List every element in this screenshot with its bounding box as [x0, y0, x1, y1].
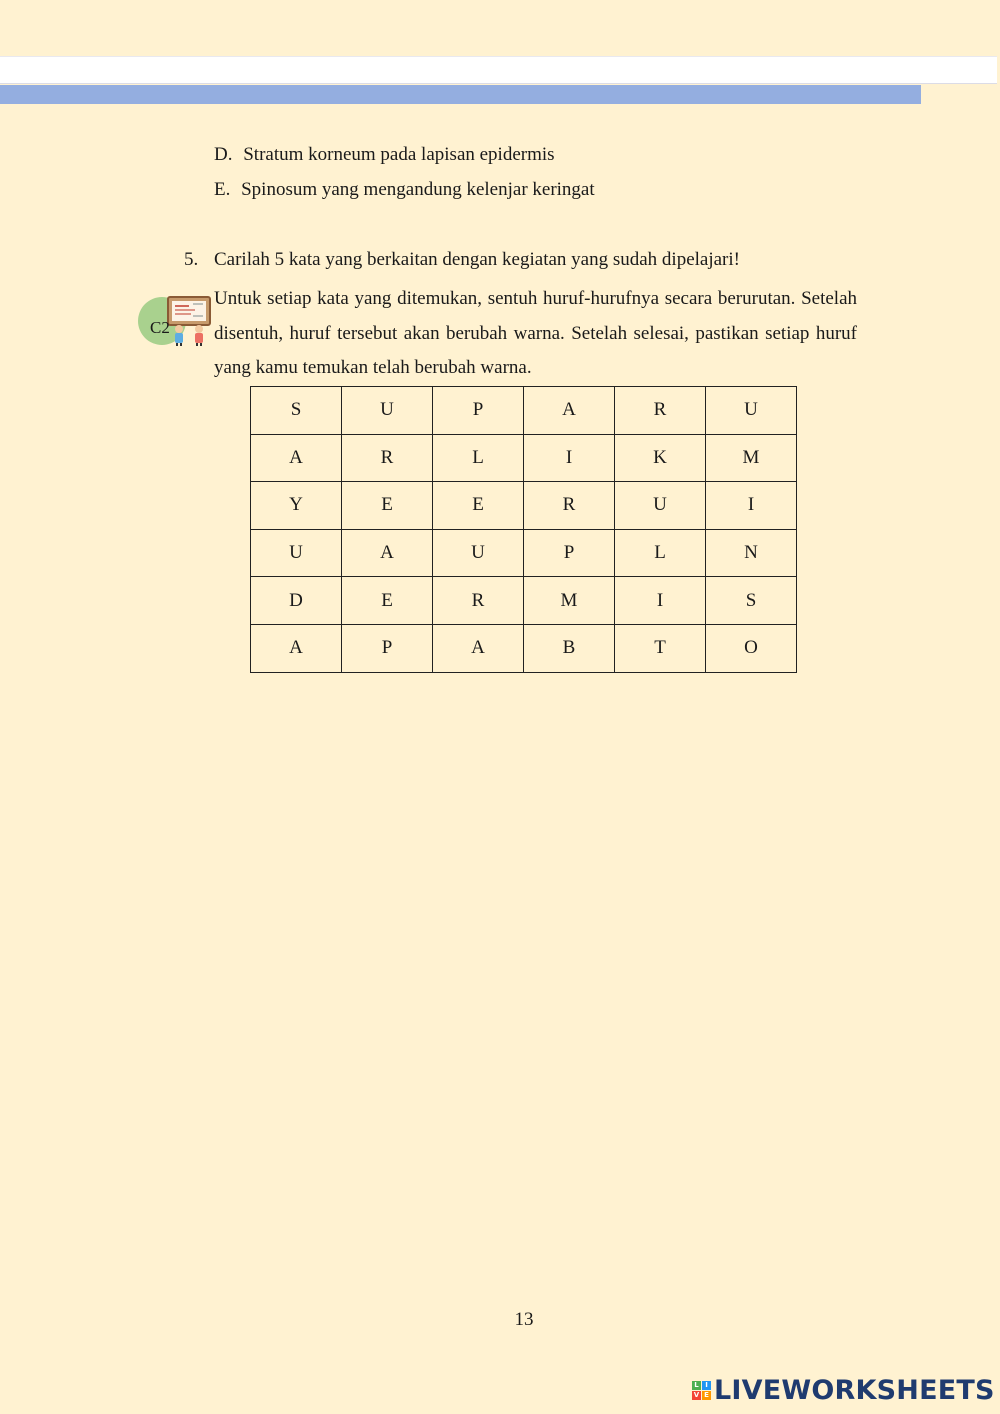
- grid-cell[interactable]: S: [251, 387, 342, 435]
- grid-cell[interactable]: U: [342, 387, 433, 435]
- logo-square: I: [702, 1381, 711, 1390]
- page-number: 13: [514, 1309, 534, 1330]
- grid-row: [251, 624, 797, 672]
- grid-cell[interactable]: I: [615, 577, 706, 625]
- header-blue-band: [0, 85, 921, 104]
- classroom-board-icon: [165, 295, 213, 347]
- grid-cell[interactable]: P: [342, 624, 433, 672]
- logo-square: L: [692, 1381, 701, 1390]
- grid-cell[interactable]: A: [342, 529, 433, 577]
- header-white-band: [0, 56, 997, 84]
- grid-cell[interactable]: U: [433, 529, 524, 577]
- grid-cell[interactable]: I: [524, 434, 615, 482]
- grid-cell[interactable]: U: [706, 387, 797, 435]
- logo-square: E: [702, 1391, 711, 1400]
- question-instruction: Untuk setiap kata yang ditemukan, sentuh huruf-hurufnya secara berurutan. Setelah disentuh, huruf tersebut akan berubah warna. Setelah selesai, pastikan setiap huruf yang kamu temukan telah berubah warna.: [214, 288, 857, 379]
- question-title: Carilah 5 kata yang berkaitan dengan kegiatan yang sudah dipelajari!: [214, 249, 740, 270]
- option-d-text: Stratum korneum pada lapisan epidermis: [243, 144, 555, 165]
- grid-cell[interactable]: A: [251, 434, 342, 482]
- brand-name: LIVEWORKSHEETS: [714, 1374, 995, 1406]
- grid-row: [251, 387, 797, 435]
- grid-cell[interactable]: N: [706, 529, 797, 577]
- grid-cell[interactable]: M: [524, 577, 615, 625]
- question-number: 5.: [184, 249, 199, 270]
- grid-cell[interactable]: D: [251, 577, 342, 625]
- grid-cell[interactable]: L: [433, 434, 524, 482]
- grid-cell[interactable]: K: [615, 434, 706, 482]
- grid-row: [251, 434, 797, 482]
- option-e: E. Spinosum yang mengandung kelenjar keringat: [214, 179, 595, 200]
- grid-cell[interactable]: R: [615, 387, 706, 435]
- grid-cell[interactable]: U: [251, 529, 342, 577]
- grid-cell[interactable]: A: [433, 624, 524, 672]
- grid-cell[interactable]: R: [342, 434, 433, 482]
- grid-cell[interactable]: E: [342, 577, 433, 625]
- option-d: D. Stratum korneum pada lapisan epidermis: [214, 144, 555, 165]
- grid-cell[interactable]: P: [433, 387, 524, 435]
- grid-cell[interactable]: U: [615, 482, 706, 530]
- grid-row: [251, 529, 797, 577]
- grid-cell[interactable]: E: [433, 482, 524, 530]
- grid-cell[interactable]: B: [524, 624, 615, 672]
- grid-cell[interactable]: E: [342, 482, 433, 530]
- grid-cell[interactable]: L: [615, 529, 706, 577]
- grid-cell[interactable]: I: [706, 482, 797, 530]
- grid-cell[interactable]: T: [615, 624, 706, 672]
- level-badge-label: C2: [150, 318, 170, 337]
- grid-cell[interactable]: Y: [251, 482, 342, 530]
- grid-row: [251, 482, 797, 530]
- word-search-grid: [250, 386, 797, 673]
- grid-cell[interactable]: A: [251, 624, 342, 672]
- option-e-text: Spinosum yang mengandung kelenjar keringat: [241, 179, 595, 200]
- grid-cell[interactable]: S: [706, 577, 797, 625]
- grid-cell[interactable]: O: [706, 624, 797, 672]
- grid-cell[interactable]: P: [524, 529, 615, 577]
- grid-cell[interactable]: A: [524, 387, 615, 435]
- logo-square: V: [693, 1391, 700, 1399]
- grid-cell[interactable]: R: [524, 482, 615, 530]
- grid-cell[interactable]: R: [433, 577, 524, 625]
- liveworksheets-icon: [692, 1381, 711, 1400]
- grid-cell[interactable]: M: [706, 434, 797, 482]
- grid-row: [251, 577, 797, 625]
- liveworksheets-logo: [692, 1373, 995, 1407]
